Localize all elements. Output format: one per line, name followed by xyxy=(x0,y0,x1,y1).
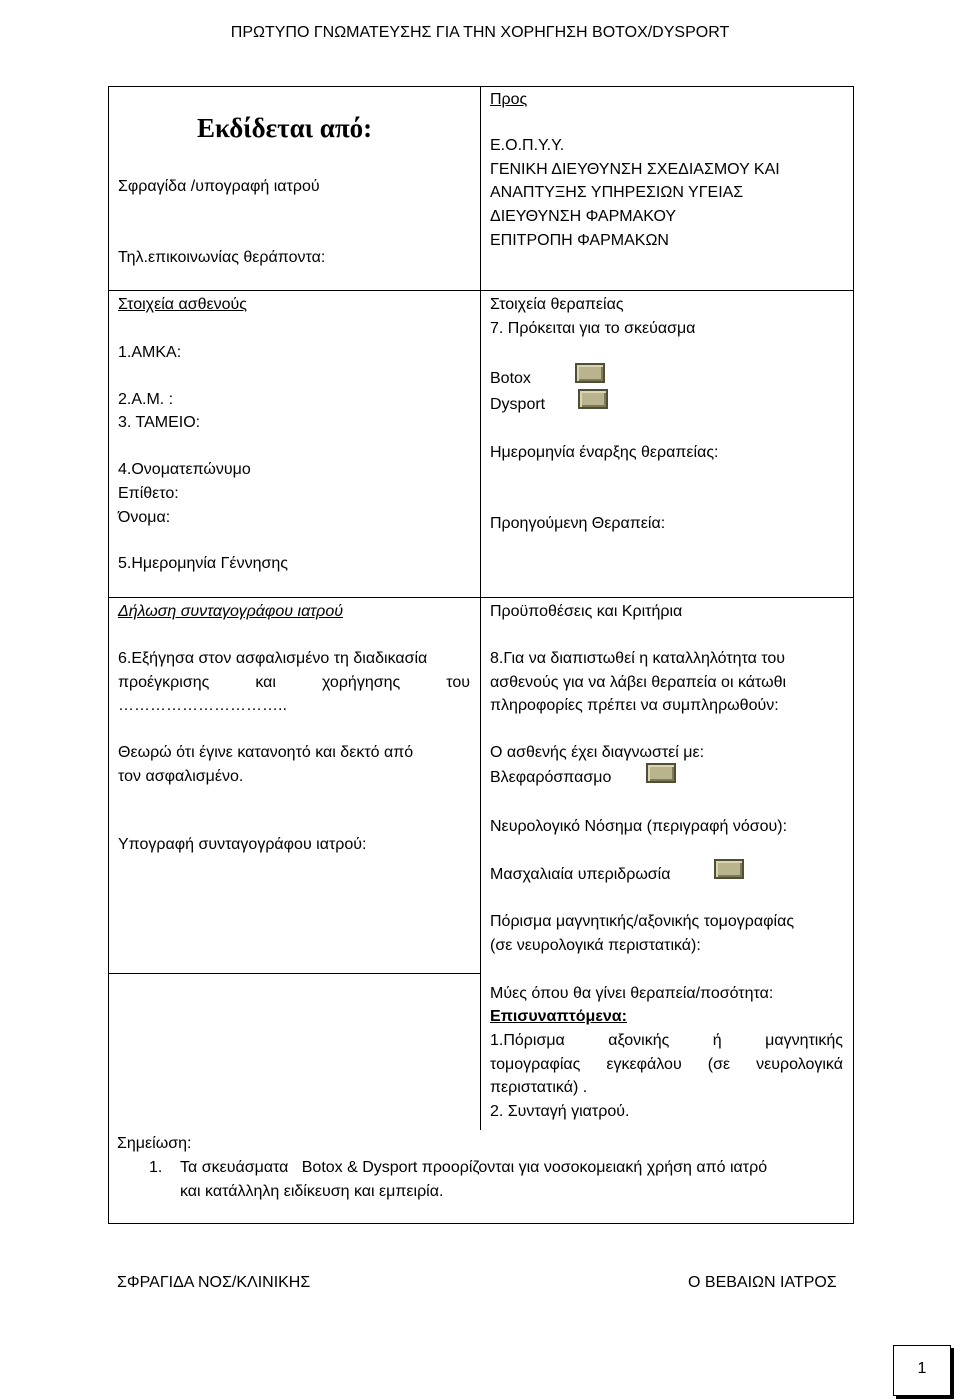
dysport-checkbox[interactable] xyxy=(578,389,608,409)
recipient-line: ΑΝΑΠΤΥΞΗΣ ΥΠΗΡΕΣΙΩΝ ΥΓΕΙΑΣ xyxy=(490,184,744,201)
hyperhidrosis-checkbox[interactable] xyxy=(714,859,744,879)
start-date-label: Ημερομηνία έναρξης θεραπείας: xyxy=(490,444,719,461)
blepharospasm-label: Βλεφαρόσπασμο xyxy=(490,769,612,786)
declaration-line: τον ασφαλισμένο. xyxy=(118,768,244,785)
declaration-line: Θεωρώ ότι έγινε κατανοητό και δεκτό από xyxy=(118,744,414,761)
preparation-label: 7. Πρόκειται για το σκεύασμα xyxy=(490,320,696,337)
am-label: 2.Α.Μ. : xyxy=(118,391,174,408)
prescriber-signature-label: Υπογραφή συνταγογράφου ιατρού: xyxy=(118,836,367,853)
page-number-box xyxy=(893,1345,951,1396)
note-item-line: Τα σκευάσματα Botox & Dysport προορίζονται για νοσοκομειακή χρήση από ιατρό xyxy=(180,1159,768,1176)
fund-label: 3. ΤΑΜΕΙΟ: xyxy=(118,414,201,431)
criteria-intro-line: 8.Για να διαπιστωθεί η καταλληλότητα του xyxy=(490,650,786,667)
attachment-2: 2. Συνταγή γιατρού. xyxy=(490,1103,630,1120)
table-row-divider-left-2 xyxy=(108,597,481,598)
table-border-right xyxy=(853,86,854,1224)
name-label: Όνομα: xyxy=(118,509,171,526)
note-item-number: 1. xyxy=(149,1159,163,1176)
blepharospasm-checkbox[interactable] xyxy=(646,763,676,783)
recipient-line: ΕΠΙΤΡΟΠΗ ΦΑΡΜΑΚΩΝ xyxy=(490,232,669,249)
recipient-line: Ε.Ο.Π.Υ.Υ. xyxy=(490,137,565,154)
table-border-left xyxy=(108,86,109,1224)
footer-certifying-doctor: Ο ΒΕΒΑΙΩΝ ΙΑΤΡΟΣ xyxy=(688,1274,837,1291)
footer-clinic-stamp: ΣΦΡΑΓΙΔΑ ΝΟΣ/ΚΛΙΝΙΚΗΣ xyxy=(117,1274,311,1291)
diagnosed-label: Ο ασθενής έχει διαγνωστεί με: xyxy=(490,744,705,761)
amka-label: 1.ΑΜΚΑ: xyxy=(118,344,182,361)
declaration-heading: Δήλωση συνταγογράφου ιατρού xyxy=(118,603,344,620)
attachment-1-line: τομογραφίας εγκεφάλου (σε νευρολογικά xyxy=(490,1056,843,1073)
attachment-1-line: περιστατικά) . xyxy=(490,1079,588,1096)
attachments-heading: Επισυναπτόμενα: xyxy=(490,1008,627,1025)
neuro-disease-label: Νευρολογικό Νόσημα (περιγραφή νόσου): xyxy=(490,818,788,835)
declaration-line: προέγκρισης και χορήγησης του xyxy=(118,674,470,691)
birthdate-label: 5.Ημερομηνία Γέννησης xyxy=(118,555,288,572)
hyperhidrosis-label: Μασχαλιαία υπεριδρωσία xyxy=(490,866,671,883)
note-item-line: και κατάλληλη ειδίκευση και εμπειρία. xyxy=(180,1183,444,1200)
attachment-1-line: 1.Πόρισμα αξονικής ή μαγνητικής xyxy=(490,1032,843,1049)
stamp-signature-label: Σφραγίδα /υπογραφή ιατρού xyxy=(118,178,320,195)
surname-label: Επίθετο: xyxy=(118,485,179,502)
table-row-divider-right-2 xyxy=(480,597,854,598)
declaration-dotted-line: ………………………….. xyxy=(118,697,287,714)
table-row-divider-1 xyxy=(108,290,854,291)
botox-label: Botox xyxy=(490,370,531,387)
table-border-top xyxy=(108,86,854,87)
declaration-line: 6.Εξήγησα στον ασφαλισμένο τη διαδικασία xyxy=(118,650,428,667)
phone-label: Τηλ.επικοινωνίας θεράποντα: xyxy=(118,249,326,266)
scan-result-line: (σε νευρολογικά περιστατικά): xyxy=(490,937,701,954)
patient-heading: Στοιχεία ασθενούς xyxy=(118,296,247,313)
document-title: ΠΡΩΤΥΠΟ ΓΝΩΜΑΤΕΥΣΗΣ ΓΙΑ ΤΗΝ ΧΟΡΗΓΗΣΗ BOTOX/DYSPORT xyxy=(230,24,730,41)
treatment-heading: Στοιχεία θεραπείας xyxy=(490,296,624,313)
scan-result-line: Πόρισμα μαγνητικής/αξονικής τομογραφίας xyxy=(490,913,795,930)
criteria-heading: Προϋποθέσεις και Κριτήρια xyxy=(490,603,683,620)
issued-by-title: Εκδίδεται από: xyxy=(197,113,373,143)
dysport-label: Dysport xyxy=(490,396,546,413)
fullname-label: 4.Ονοματεπώνυμο xyxy=(118,461,251,478)
recipient-line: ΓΕΝΙΚΗ ΔΙΕΥΘΥΝΣΗ ΣΧΕΔΙΑΣΜΟΥ ΚΑΙ xyxy=(490,161,780,178)
criteria-intro-line: πληροφορίες πρέπει να συμπληρωθούν: xyxy=(490,697,779,714)
recipient-to-label: Προς xyxy=(490,91,528,108)
botox-checkbox[interactable] xyxy=(575,363,605,383)
note-heading: Σημείωση: xyxy=(117,1135,192,1152)
muscles-label: Μύες όπου θα γίνει θεραπεία/ποσότητα: xyxy=(490,985,774,1002)
table-row-divider-left-3 xyxy=(108,973,481,974)
criteria-intro-line: ασθενούς για να λάβει θεραπεία οι κάτωθι xyxy=(490,674,787,691)
page-number: 1 xyxy=(917,1360,927,1377)
recipient-line: ΔΙΕΥΘΥΝΣΗ ΦΑΡΜΑΚΟΥ xyxy=(490,208,677,225)
table-border-bottom xyxy=(108,1223,854,1224)
previous-treatment-label: Προηγούμενη Θεραπεία: xyxy=(490,515,666,532)
